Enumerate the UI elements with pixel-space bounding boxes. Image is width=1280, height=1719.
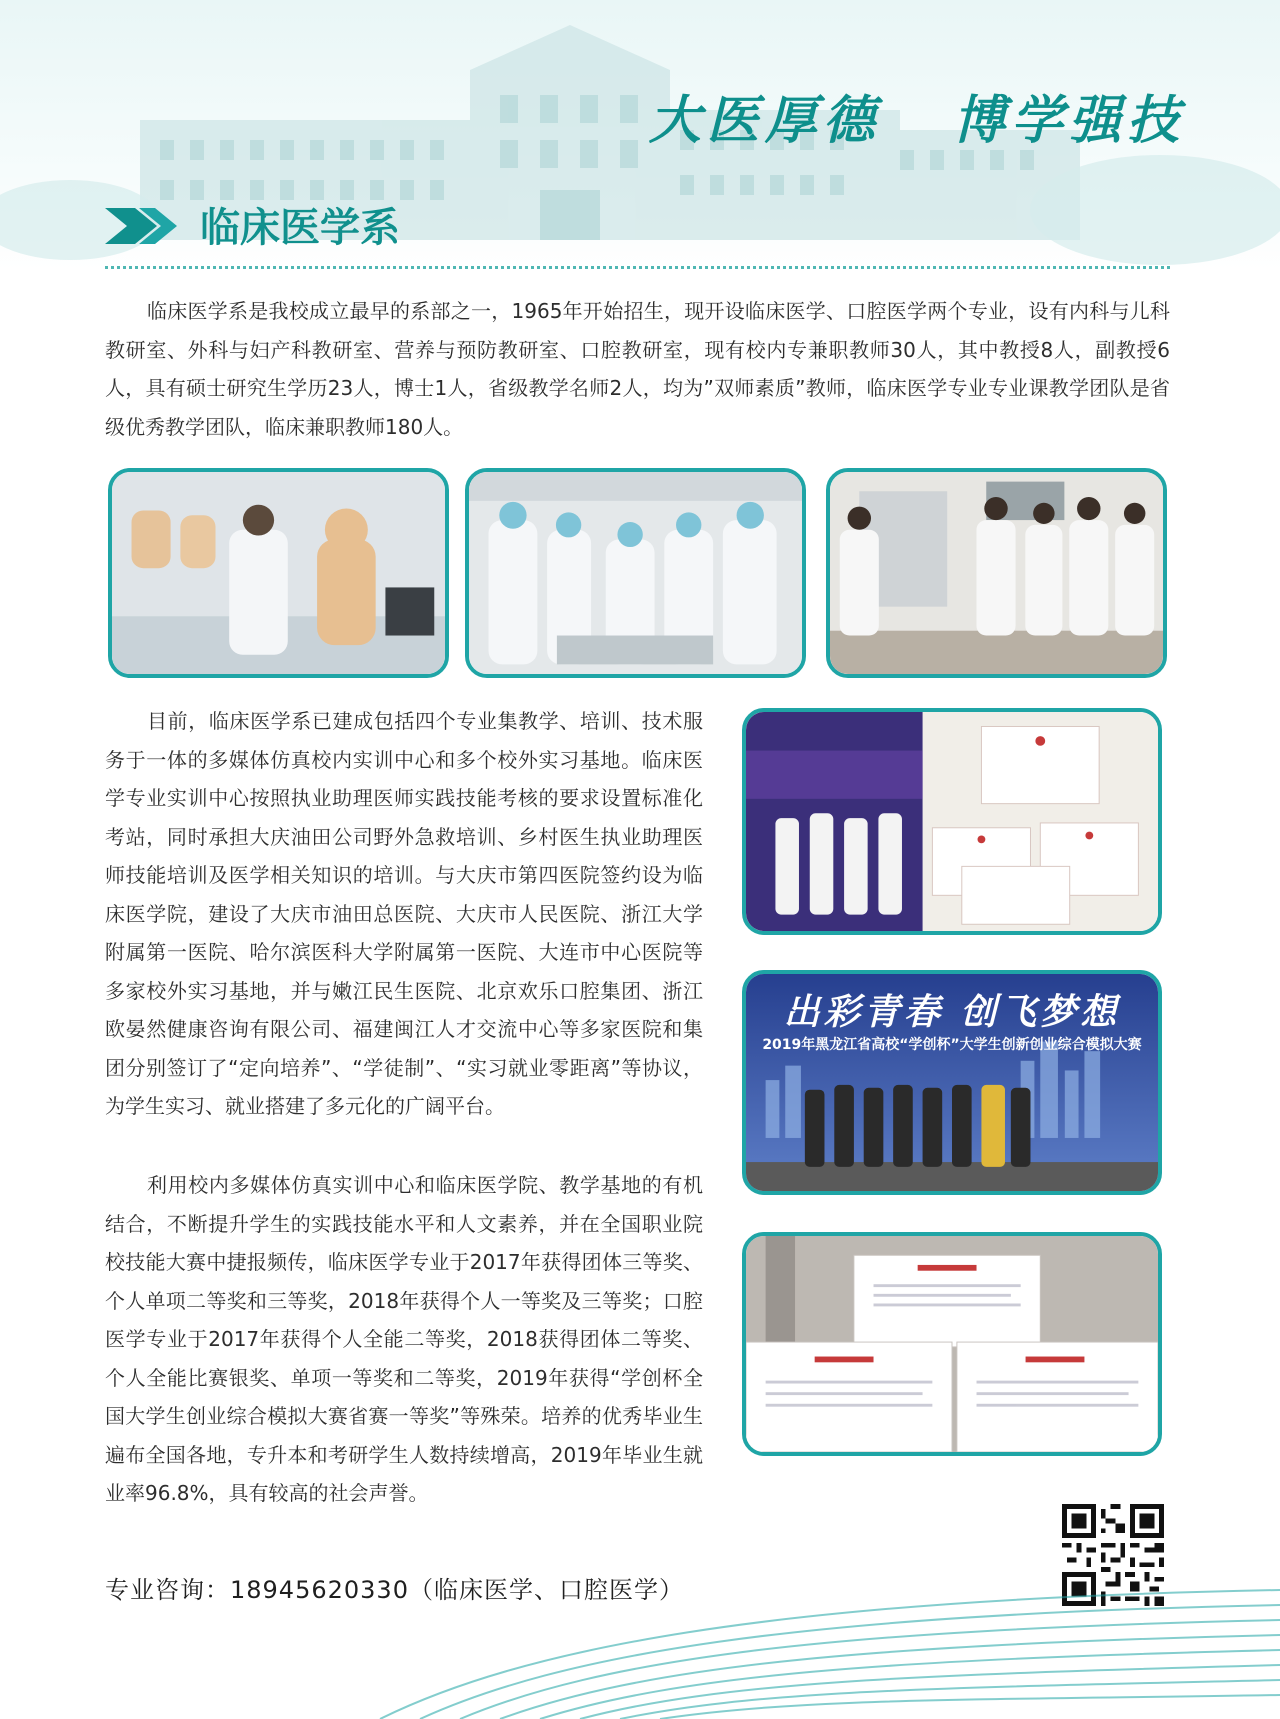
motto: 大医厚德 博学强技	[648, 90, 1185, 151]
header-banner	[0, 0, 1280, 270]
photo-skills-training	[108, 468, 449, 678]
dotted-divider	[105, 266, 1170, 269]
photo-competition-awards	[742, 708, 1162, 935]
body-paragraph-2: 利用校内多媒体仿真实训中心和临床医学院、教学基地的有机结合，不断提升学生的实践技能水平和人文素养，并在全国职业院校技能大赛中捷报频传，临床医学专业于2017年获得团体三等奖、个人单项二等奖和三等奖，2018年获得个人一等奖及三等奖；口腔医学专业于2017年获得个人全能二等奖，2018获得团体二等奖、个人全能比赛银奖、单项一等奖和二等奖，2019年获得“学创杯全国大学生创业综合模拟大赛省赛一等奖”等殊荣。培养的优秀毕业生遍布全国各地，专升本和考研学生人数持续增高，2019年毕业生就业率96.8%，具有较高的社会声誉。	[105, 1173, 703, 1505]
section-title: 临床医学系	[200, 205, 400, 251]
photo-entrepreneurship-contest	[742, 970, 1162, 1195]
photo-banner-subheading: 2019年黑龙江省高校“学创杯”大学生创新创业综合模拟大赛	[762, 1037, 1142, 1053]
chevron-arrow-icon	[105, 204, 185, 248]
body-paragraph-1: 目前，临床医学系已建成包括四个专业集教学、培训、技术服务于一体的多媒体仿真校内实训中心和多个校外实习基地。临床医学专业实训中心按照执业助理医师实践技能考核的要求设置标准化考站，同时承担大庆油田公司野外急救培训、乡村医生执业助理医师技能培训及医学相关知识的培训。与大庆市第四医院签约设为临床医学院，建设了大庆市油田总医院、大庆市人民医院、浙江大学附属第一医院、哈尔滨医科大学附属第一医院、大连市中心医院等多家校外实习基地，并与嫩江民生医院、北京欢乐口腔集团、浙江欧晏然健康咨询有限公司、福建闽江人才交流中心等多家医院和集团分别签订了“定向培养”、“学徒制”、“实习就业零距离”等协议，为学生实习、就业搭建了多元化的广阔平台。	[105, 709, 703, 1118]
intro-paragraph: 临床医学系是我校成立最早的系部之一，1965年开始招生，现开设临床医学、口腔医学两个专业，设有内科与儿科教研室、外科与妇产科教研室、营养与预防教研室、口腔教研室，现有校内专兼职教师30人，其中教授8人，副教授6人，具有硕士研究生学历23人，博士1人，省级教学名师2人，均为”双师素质”教师，临床医学专业专业课教学团队是省级优秀教学团队，临床兼职教师180人。	[105, 299, 1170, 439]
photo-certificates	[742, 1232, 1162, 1456]
photo-lab-students	[826, 468, 1167, 678]
decorative-waves	[0, 1560, 1280, 1719]
photo-dental-training	[465, 468, 806, 678]
photo-banner-heading: 出彩青春 创飞梦想	[783, 991, 1121, 1033]
contact-info: 专业咨询：18945620330（临床医学、口腔医学）	[105, 1576, 684, 1604]
